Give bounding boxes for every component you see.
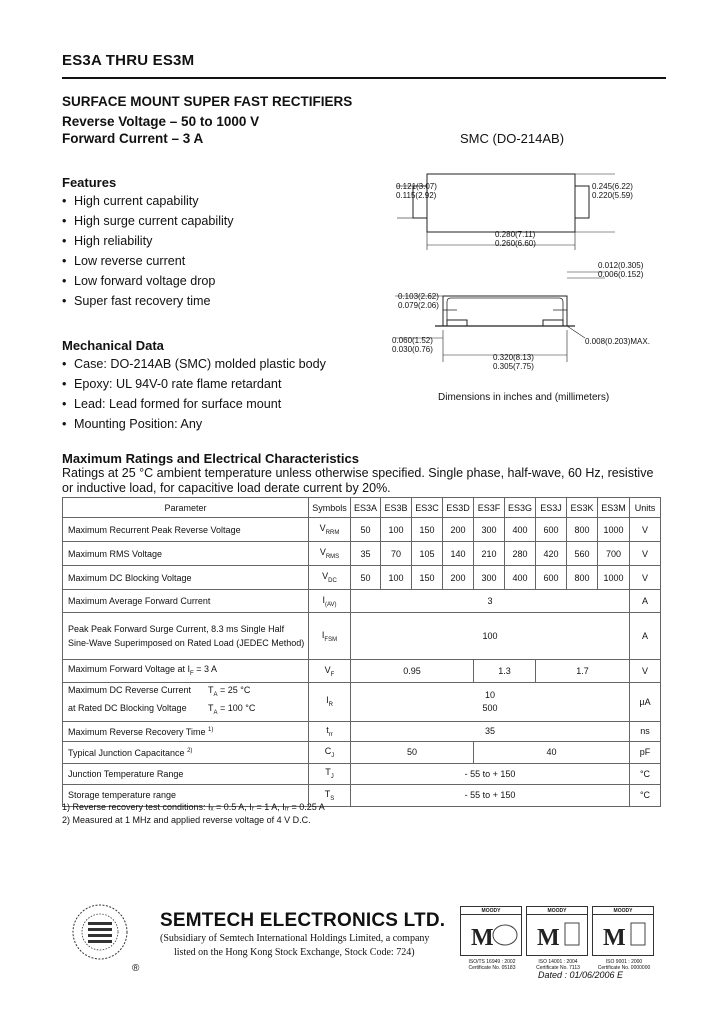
table-cell: 420 [536, 542, 567, 566]
table-cell: µA [630, 683, 661, 722]
table-cell: 150 [412, 566, 443, 590]
table-cell: 600 [536, 566, 567, 590]
table-cell: pF [630, 741, 661, 763]
company-name: SEMTECH ELECTRONICS LTD. [160, 910, 446, 931]
symbol-cell: $C_J$ [309, 741, 351, 763]
table-cell: 200 [443, 566, 474, 590]
table-row [63, 590, 661, 613]
table-cell: - 55 to + 150 [351, 763, 630, 784]
table-cell: 1000 [598, 518, 630, 542]
symbol-cell: $I_R$ [309, 683, 351, 722]
dim-label: 0.103(2.62) [398, 292, 439, 301]
table-cell: 560 [567, 542, 598, 566]
table-row [63, 763, 661, 784]
dim-label: 0.305(7.75) [493, 362, 534, 371]
forward-current-line: Forward Current – 3 A [62, 131, 204, 146]
cert-m-icon [461, 915, 521, 955]
cert-badge: MOODY M ISO 14001 : 2004 Certificate No. 7113 [526, 906, 588, 956]
cert-badge: MOODY M ISO 9001 : 2000 Certificate No. 0000000 [592, 906, 654, 956]
ratings-text: Ratings at 25 °C ambient temperature unless otherwise specified. Single phase, half-wave, 60 Hz, resistive or inductive load, for capacitive load derate current by 20%. [62, 466, 654, 495]
side-view-body [443, 296, 567, 326]
dim-label: 0.115(2.92) [396, 191, 437, 200]
package-title: SMC (DO-214AB) [460, 131, 565, 146]
table-cell: 1.3 [474, 660, 536, 683]
table-cell: 35 [351, 721, 630, 741]
svg-text:M: M [471, 925, 494, 951]
symbol-cell: $V_{DC}$ [309, 566, 351, 590]
table-cell: 200 [443, 518, 474, 542]
features-list [62, 191, 234, 311]
table-header: ES3G [505, 498, 536, 518]
symbol-cell: $V_F$ [309, 660, 351, 683]
table-row [63, 721, 661, 741]
document-title: ES3A THRU ES3M [62, 52, 195, 69]
list-item: • Epoxy: UL 94V-0 rate flame retardant [62, 374, 326, 394]
table-row [63, 542, 661, 566]
list-item: • Low reverse current [62, 251, 234, 271]
table-cell: 0.95 [351, 660, 474, 683]
dimensions-note: Dimensions in inches and (millimeters) [438, 392, 610, 403]
dim-label: 0.245(6.22) [592, 182, 633, 191]
cert-m-icon [593, 915, 653, 955]
table-header: Units [630, 498, 661, 518]
list-item: • High surge current capability [62, 211, 234, 231]
table-cell: Maximum Recurrent Peak Reverse Voltage [63, 518, 309, 542]
table-header: ES3A [351, 498, 381, 518]
cert-badge: MOODY M ISO/TS 16949 : 2002 Certificate No. 05183 [460, 906, 522, 956]
table-cell: Typical Junction Capacitance $^{2)}$ [63, 741, 309, 763]
mechanical-list [62, 354, 326, 434]
table-cell: 600 [536, 518, 567, 542]
footnote-2: 2) Measured at 1 MHz and applied reverse voltage of 4 V D.C. [62, 815, 311, 825]
symbol-cell: $T_S$ [309, 784, 351, 806]
table-cell: 800 [567, 566, 598, 590]
table-cell: °C [630, 763, 661, 784]
table-cell: Maximum Reverse Recovery Time $^{1)}$ [63, 721, 309, 741]
table-cell: 50 [351, 518, 381, 542]
table-cell: V [630, 518, 661, 542]
table-cell: V [630, 660, 661, 683]
table-cell: 150 [412, 518, 443, 542]
product-subtitle: SURFACE MOUNT SUPER FAST RECTIFIERS [62, 94, 353, 109]
table-cell: A [630, 590, 661, 613]
dim-label: 0.280(7.11) [495, 230, 536, 239]
title-rule [62, 77, 666, 79]
table-cell: 10 500 [351, 683, 630, 722]
table-row [63, 741, 661, 763]
symbol-cell: $t_{rr}$ [309, 721, 351, 741]
table-header: Parameter [63, 498, 309, 518]
table-header: ES3B [381, 498, 412, 518]
symbol-cell: $I_{FSM}$ [309, 613, 351, 660]
table-cell: 70 [381, 542, 412, 566]
table-row [63, 660, 661, 683]
features-heading: Features [62, 175, 117, 190]
table-cell: 50 [351, 566, 381, 590]
table-cell: Junction Temperature Range [63, 763, 309, 784]
ratings-heading: Maximum Ratings and Electrical Characteristics [62, 451, 359, 466]
table-cell: 40 [474, 741, 630, 763]
table-cell: 400 [505, 566, 536, 590]
table-cell: ns [630, 721, 661, 741]
list-item: • High reliability [62, 231, 234, 251]
symbol-cell: $V_{RRM}$ [309, 518, 351, 542]
list-item: • Low forward voltage drop [62, 271, 234, 291]
svg-text:M: M [537, 925, 560, 951]
table-row [63, 683, 661, 722]
table-cell: - 55 to + 150 [351, 784, 630, 806]
dim-label: 0.008(0.203)MAX. [585, 337, 650, 346]
dim-label: 0.030(0.76) [392, 345, 433, 354]
table-cell: 280 [505, 542, 536, 566]
table-cell: Maximum RMS Voltage [63, 542, 309, 566]
table-cell: Storage temperature range [63, 784, 309, 806]
symbol-cell: $I_{(AV)}$ [309, 590, 351, 613]
table-cell: V [630, 566, 661, 590]
table-cell: °C [630, 784, 661, 806]
company-subsidiary-note: (Subsidiary of Semtech International Holdings Limited, a company listed on the Hong Kong Stock Exchange, Stock Code: 724) [160, 933, 430, 958]
table-header: ES3C [412, 498, 443, 518]
dim-label: 0.220(5.59) [592, 191, 633, 200]
table-cell: 210 [474, 542, 505, 566]
table-header: ES3F [474, 498, 505, 518]
reverse-voltage-line: Reverse Voltage – 50 to 1000 V [62, 114, 260, 129]
table-cell: 50 [351, 741, 474, 763]
mechanical-heading: Mechanical Data [62, 338, 164, 353]
table-row [63, 566, 661, 590]
table-header: ES3K [567, 498, 598, 518]
table-header: ES3M [598, 498, 630, 518]
cert-m-icon [527, 915, 587, 955]
list-item: • Lead: Lead formed for surface mount [62, 394, 326, 414]
table-cell: 300 [474, 566, 505, 590]
table-row [63, 518, 661, 542]
dim-label: 0.260(6.60) [495, 239, 536, 248]
table-header: ES3D [443, 498, 474, 518]
list-item: • Case: DO-214AB (SMC) molded plastic body [62, 354, 326, 374]
table-cell: Maximum Average Forward Current [63, 590, 309, 613]
table-cell: A [630, 613, 661, 660]
dim-label: 0.012(0.305) [598, 261, 644, 270]
table-header-row [63, 498, 661, 518]
characteristics-table [62, 497, 661, 807]
table-header: Symbols [309, 498, 351, 518]
table-cell: 100 [381, 518, 412, 542]
dim-label: 0.060(1.52) [392, 336, 433, 345]
table-cell: 3 [351, 590, 630, 613]
table-cell: 100 [351, 613, 630, 660]
table-cell: 1000 [598, 566, 630, 590]
table-cell: 400 [505, 518, 536, 542]
table-cell: Maximum DC Reverse Current $T_A = 25$ °C at Rated DC Blocking Voltage $T_A = 100$ °C [63, 683, 309, 722]
list-item: • High current capability [62, 191, 234, 211]
symbol-cell: $T_J$ [309, 763, 351, 784]
table-cell: V [630, 542, 661, 566]
table-cell: 140 [443, 542, 474, 566]
registered-mark: ® [132, 963, 140, 974]
dim-label: 0.079(2.06) [398, 301, 439, 310]
dim-label: 0.121(3.07) [396, 182, 437, 191]
table-cell: 100 [381, 566, 412, 590]
table-cell: 1.7 [536, 660, 630, 683]
top-view-body [427, 174, 575, 232]
table-cell: Maximum Forward Voltage at $I_F = 3$ A [63, 660, 309, 683]
table-cell: Peak Peak Forward Surge Current, 8.3 ms Single Half Sine-Wave Superimposed on Rated Load (JEDEC Method) [63, 613, 309, 660]
svg-text:M: M [603, 925, 626, 951]
top-view-lead-right [575, 186, 589, 218]
dim-label: 0.320(8.13) [493, 353, 534, 362]
symbol-cell: $V_{RMS}$ [309, 542, 351, 566]
list-item: • Mounting Position: Any [62, 414, 326, 434]
table-header: ES3J [536, 498, 567, 518]
semtech-logo-icon [70, 900, 140, 970]
table-cell: 800 [567, 518, 598, 542]
list-item: • Super fast recovery time [62, 291, 234, 311]
footnote-1: 1) Reverse recovery test conditions: Iₓ = 0.5 A, Iᵣ = 1 A, Iᵣᵣ = 0.25 A [62, 802, 325, 812]
table-cell: 300 [474, 518, 505, 542]
dim-label: 0.006(0.152) [598, 270, 644, 279]
document-date: Dated : 01/06/2006 E [538, 970, 624, 980]
table-cell: 105 [412, 542, 443, 566]
table-cell: 700 [598, 542, 630, 566]
table-row [63, 613, 661, 660]
table-cell: 35 [351, 542, 381, 566]
table-cell: Maximum DC Blocking Voltage [63, 566, 309, 590]
